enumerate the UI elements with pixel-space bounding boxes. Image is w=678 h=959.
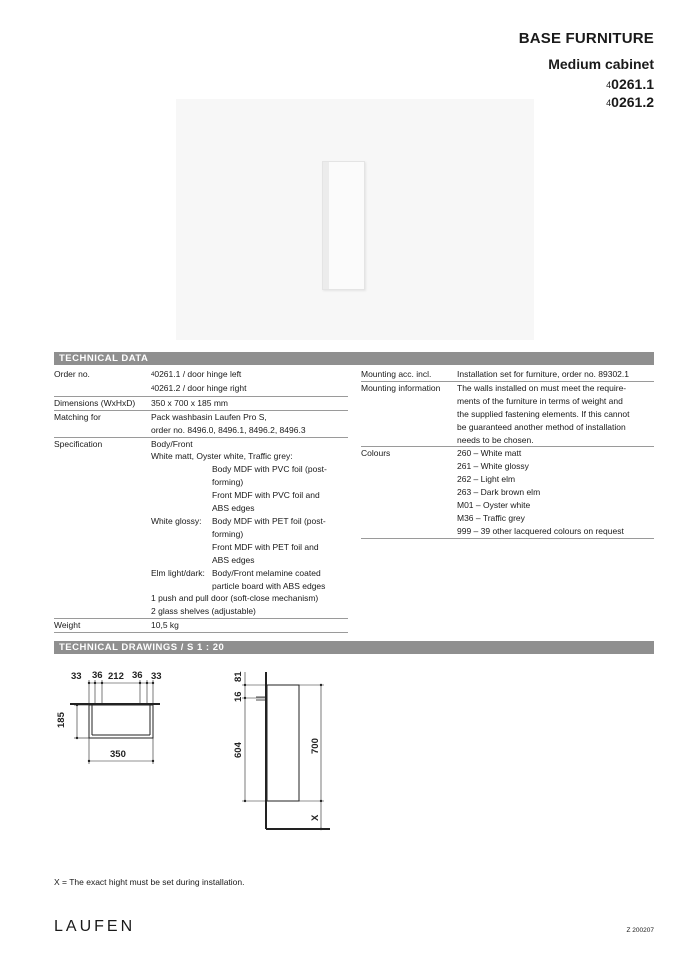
- brand-logo: LAUFEN: [54, 918, 136, 935]
- side-view-cabinet: [267, 685, 299, 801]
- dim-label: 81: [233, 671, 244, 682]
- dim-label: 16: [233, 691, 244, 702]
- footnote: X = The exact hight must be set during installation.: [54, 877, 245, 887]
- colour-item: 260 – White matt: [457, 448, 522, 459]
- product-code-left: 40261.1: [606, 76, 654, 92]
- colour-item: 263 – Dark brown elm: [457, 487, 541, 498]
- technical-data-heading: TECHNICAL DATA: [54, 352, 654, 365]
- dim-label: 700: [310, 738, 321, 754]
- specification-row: Specification Body/Front White matt, Oyster white, Traffic grey: Body MDF with PVC foil (post- forming) Front MDF with PVC foil and ABS edges White glossy: Body MDF with PET foil (post- forming) Front MDF with PET foil and ABS edges Elm light/dark: Body/Front melamine coated particle board with ABS edges 1 push and pull door (soft-close mechanism) 2 glass shelves (adjustable): [54, 438, 348, 620]
- colour-item: 999 – 39 other lacquered colours on request: [457, 525, 624, 536]
- mounting-incl-row: Mounting acc. incl. Installation set for furniture, order no. 89302.1: [361, 368, 654, 382]
- colours-row: Colours 260 – White matt 261 – White glossy 262 – Light elm 263 – Dark brown elm M01 – Oyster white M36 – Traffic grey 999 – 39 other lacquered colours on request: [361, 447, 654, 538]
- document-number: Z 200207: [626, 927, 654, 934]
- dim-label: 33: [71, 671, 82, 682]
- weight-row: Weight 10,5 kg: [54, 619, 348, 633]
- dim-label: 36: [92, 670, 103, 681]
- dim-label: 36: [132, 670, 143, 681]
- dim-label: 604: [233, 742, 244, 758]
- colour-item: M36 – Traffic grey: [457, 512, 525, 523]
- dim-label: 33: [151, 671, 162, 682]
- technical-drawings-heading: TECHNICAL DRAWINGS / S 1 : 20: [54, 641, 654, 654]
- order-no-row: Order no. 40261.1 / door hinge left 40261.2 / door hinge right: [54, 368, 348, 397]
- product-title: Medium cabinet: [548, 56, 654, 72]
- colour-item: 261 – White glossy: [457, 461, 529, 472]
- mounting-info-row: Mounting information The walls installed on must meet the require- ments of the furniture in terms of weight and the supplied fastening elements. If this cannot be guaranteed another method of installation needs to be chosen.: [361, 382, 654, 448]
- colour-item: 262 – Light elm: [457, 474, 516, 485]
- dim-label: 185: [56, 712, 67, 728]
- matching-row: Matching for Pack washbasin Laufen Pro S, order no. 8496.0, 8496.1, 8496.2, 8496.3: [54, 411, 348, 438]
- category-title: BASE FURNITURE: [518, 30, 654, 47]
- top-view-cabinet: [89, 705, 153, 738]
- colour-item: M01 – Oyster white: [457, 500, 531, 511]
- product-code-right: 40261.2: [606, 94, 654, 110]
- dim-label: X: [310, 814, 321, 821]
- dimensions-row: Dimensions (WxHxD) 350 x 700 x 185 mm: [54, 397, 348, 411]
- dim-label: 212: [108, 671, 124, 682]
- dim-label: 350: [110, 749, 126, 760]
